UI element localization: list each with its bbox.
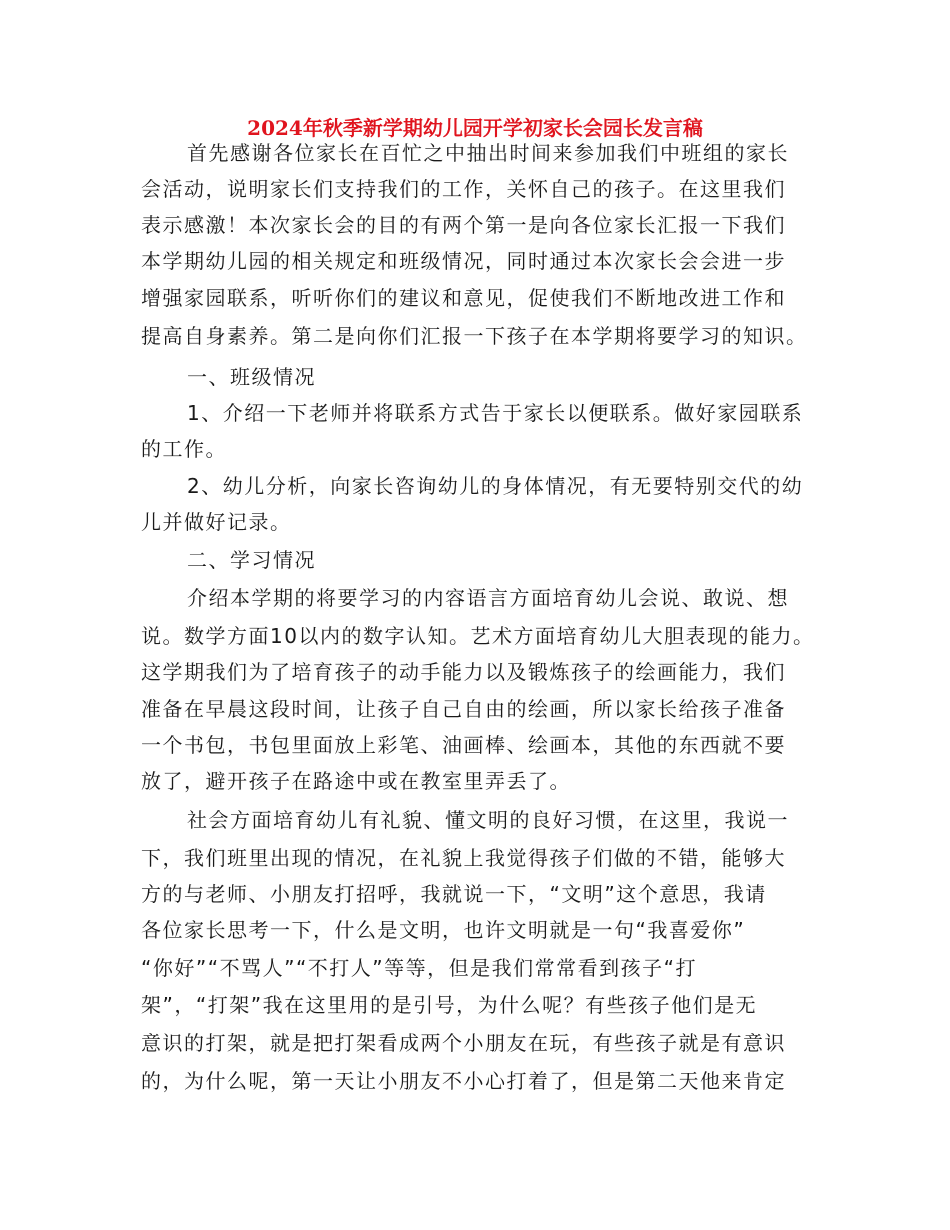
paragraph-line: “你好”“不骂人”“不打人”等等，但是我们常常看到孩子“打 [141,956,698,980]
document-title: 2024年秋季新学期幼儿园开学初家长会园长发言稿 [247,116,703,140]
paragraph-line: 架”，“打架”我在这里用的是引号，为什么呢？有些孩子他们是无 [141,993,758,1017]
paragraph-line: 提高自身素养。第二是向你们汇报一下孩子在本学期将要学习的知识。 [141,324,808,348]
paragraph-line: 下，我们班里出现的情况，在礼貌上我觉得孩子们做的不错，能够大 [141,846,786,870]
paragraph-line: 介绍本学期的将要学习的内容语言方面培育幼儿会说、敢说、想 [187,586,789,610]
section-heading: 一、班级情况 [187,365,316,389]
paragraph-line: 2、幼儿分析，向家长咨询幼儿的身体情况，有无要特别交代的幼 [187,474,804,498]
paragraph-line: 会活动，说明家长们支持我们的工作，关怀自己的孩子。在这里我们 [141,177,786,201]
paragraph-line: 方的与老师、小朋友打招呼，我就说一下，“文明”这个意思，我请 [141,882,767,906]
paragraph-line: 儿并做好记录。 [141,510,292,534]
paragraph-line: 社会方面培育幼儿有礼貌、懂文明的良好习惯，在这里，我说一 [187,808,789,832]
paragraph-line: 放了，避开孩子在路途中或在教室里弄丢了。 [141,769,571,793]
paragraph-line: 1、介绍一下老师并将联系方式告于家长以便联系。做好家园联系 [187,401,804,425]
paragraph-line: 增强家园联系，听听你们的建议和意见，促使我们不断地改进工作和 [141,286,786,310]
paragraph-line: 各位家长思考一下，什么是文明，也许文明就是一句“我喜爱你” [141,918,746,942]
section-heading: 二、学习情况 [187,548,316,572]
paragraph-line: 意识的打架，就是把打架看成两个小朋友在玩，有些孩子就是有意识 [141,1031,786,1055]
paragraph-line: 首先感谢各位家长在百忙之中抽出时间来参加我们中班组的家长 [187,141,789,165]
paragraph-line: 本学期幼儿园的相关规定和班级情况，同时通过本次家长会会进一步 [141,249,786,273]
paragraph-line: 这学期我们为了培育孩子的动手能力以及锻炼孩子的绘画能力，我们 [141,660,786,684]
paragraph-line: 准备在早晨这段时间，让孩子自己自由的绘画，所以家长给孩子准备 [141,697,786,721]
paragraph-line: 的，为什么呢，第一天让小朋友不小心打着了，但是第二天他来肯定 [141,1069,786,1093]
paragraph-line: 的工作。 [141,437,227,461]
paragraph-line: 表示感激！本次家长会的目的有两个第一是向各位家长汇报一下我们 [141,213,786,237]
paragraph-line: 一个书包，书包里面放上彩笔、油画棒、绘画本，其他的东西就不要 [141,733,786,757]
paragraph-line: 说。数学方面10以内的数字认知。艺术方面培育幼儿大胆表现的能力。 [141,624,815,648]
